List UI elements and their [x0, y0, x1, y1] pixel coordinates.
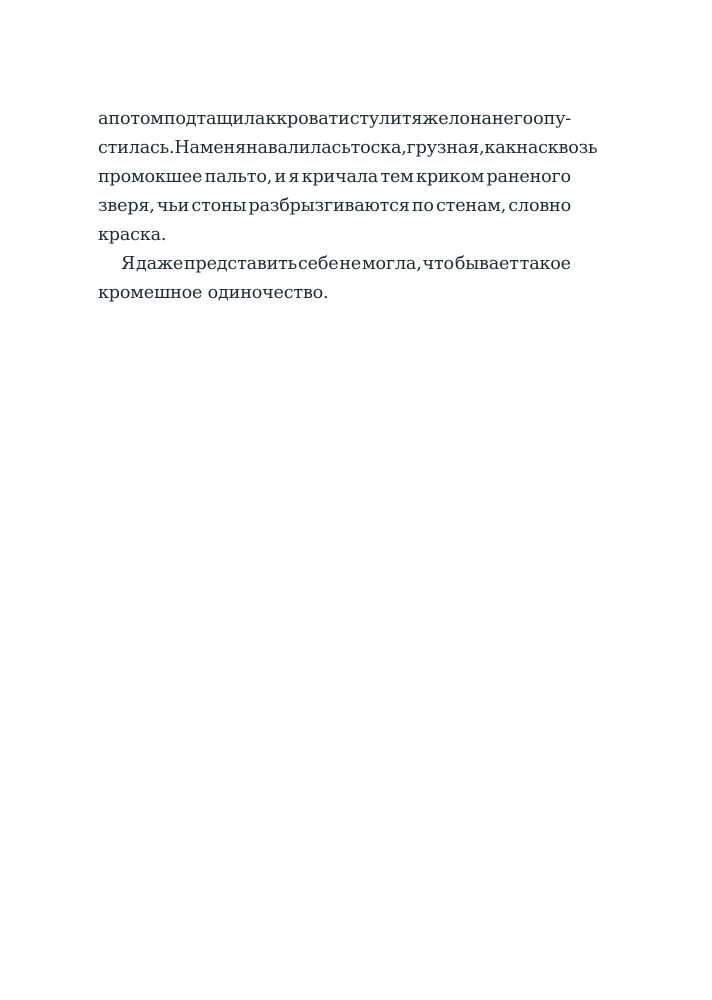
word: одиночество.: [207, 283, 329, 303]
word: меня: [199, 138, 246, 158]
paragraph: [98, 250, 571, 308]
word: тяжело: [401, 109, 470, 129]
text-line: [98, 250, 571, 279]
word: стенам,: [436, 196, 507, 216]
word: я: [288, 167, 300, 187]
word: подтащила: [163, 109, 266, 129]
word: что: [422, 254, 454, 274]
word: к: [265, 109, 277, 129]
paragraph: [98, 105, 598, 250]
word: на: [469, 109, 492, 129]
word: На: [174, 138, 200, 158]
word: тоска,: [350, 138, 407, 158]
word: даже: [135, 254, 184, 274]
word: бывает: [454, 254, 519, 274]
text-line: [98, 134, 598, 163]
word: могла,: [362, 254, 422, 274]
word: грузная,: [406, 138, 485, 158]
word: навалилась: [245, 138, 351, 158]
word: промокшее: [98, 167, 203, 187]
word: кричала: [301, 167, 379, 187]
text-line: [98, 192, 571, 221]
text-line: [98, 105, 571, 134]
word: опу-: [533, 109, 571, 129]
word: зверя,: [98, 196, 155, 216]
word: и: [274, 167, 287, 187]
word: такое: [519, 254, 571, 274]
word: раненого: [486, 167, 571, 187]
word: стул: [349, 109, 391, 129]
word: по: [411, 196, 434, 216]
word: разбрызгиваются: [248, 196, 410, 216]
word: насквозь: [516, 138, 598, 158]
word: чьи: [156, 196, 190, 216]
word: стилась.: [98, 138, 175, 158]
word: словно: [508, 196, 571, 216]
word: криком: [416, 167, 485, 187]
body-text: [98, 105, 598, 308]
word: кровати: [276, 109, 350, 129]
text-line: [98, 221, 571, 250]
word: стоны: [191, 196, 247, 216]
word: представить: [183, 254, 298, 274]
word: потом: [108, 109, 164, 129]
word: не: [339, 254, 362, 274]
word: себе: [297, 254, 339, 274]
word: тем: [380, 167, 414, 187]
word: него: [491, 109, 534, 129]
text-line: [98, 163, 571, 192]
word: как: [484, 138, 517, 158]
word: а: [98, 109, 109, 129]
word: пальто,: [204, 167, 273, 187]
word: Я: [121, 254, 136, 274]
word: краска.: [98, 225, 167, 245]
text-line: [98, 279, 571, 308]
word: и: [390, 109, 402, 129]
word: кромешное: [98, 283, 203, 303]
